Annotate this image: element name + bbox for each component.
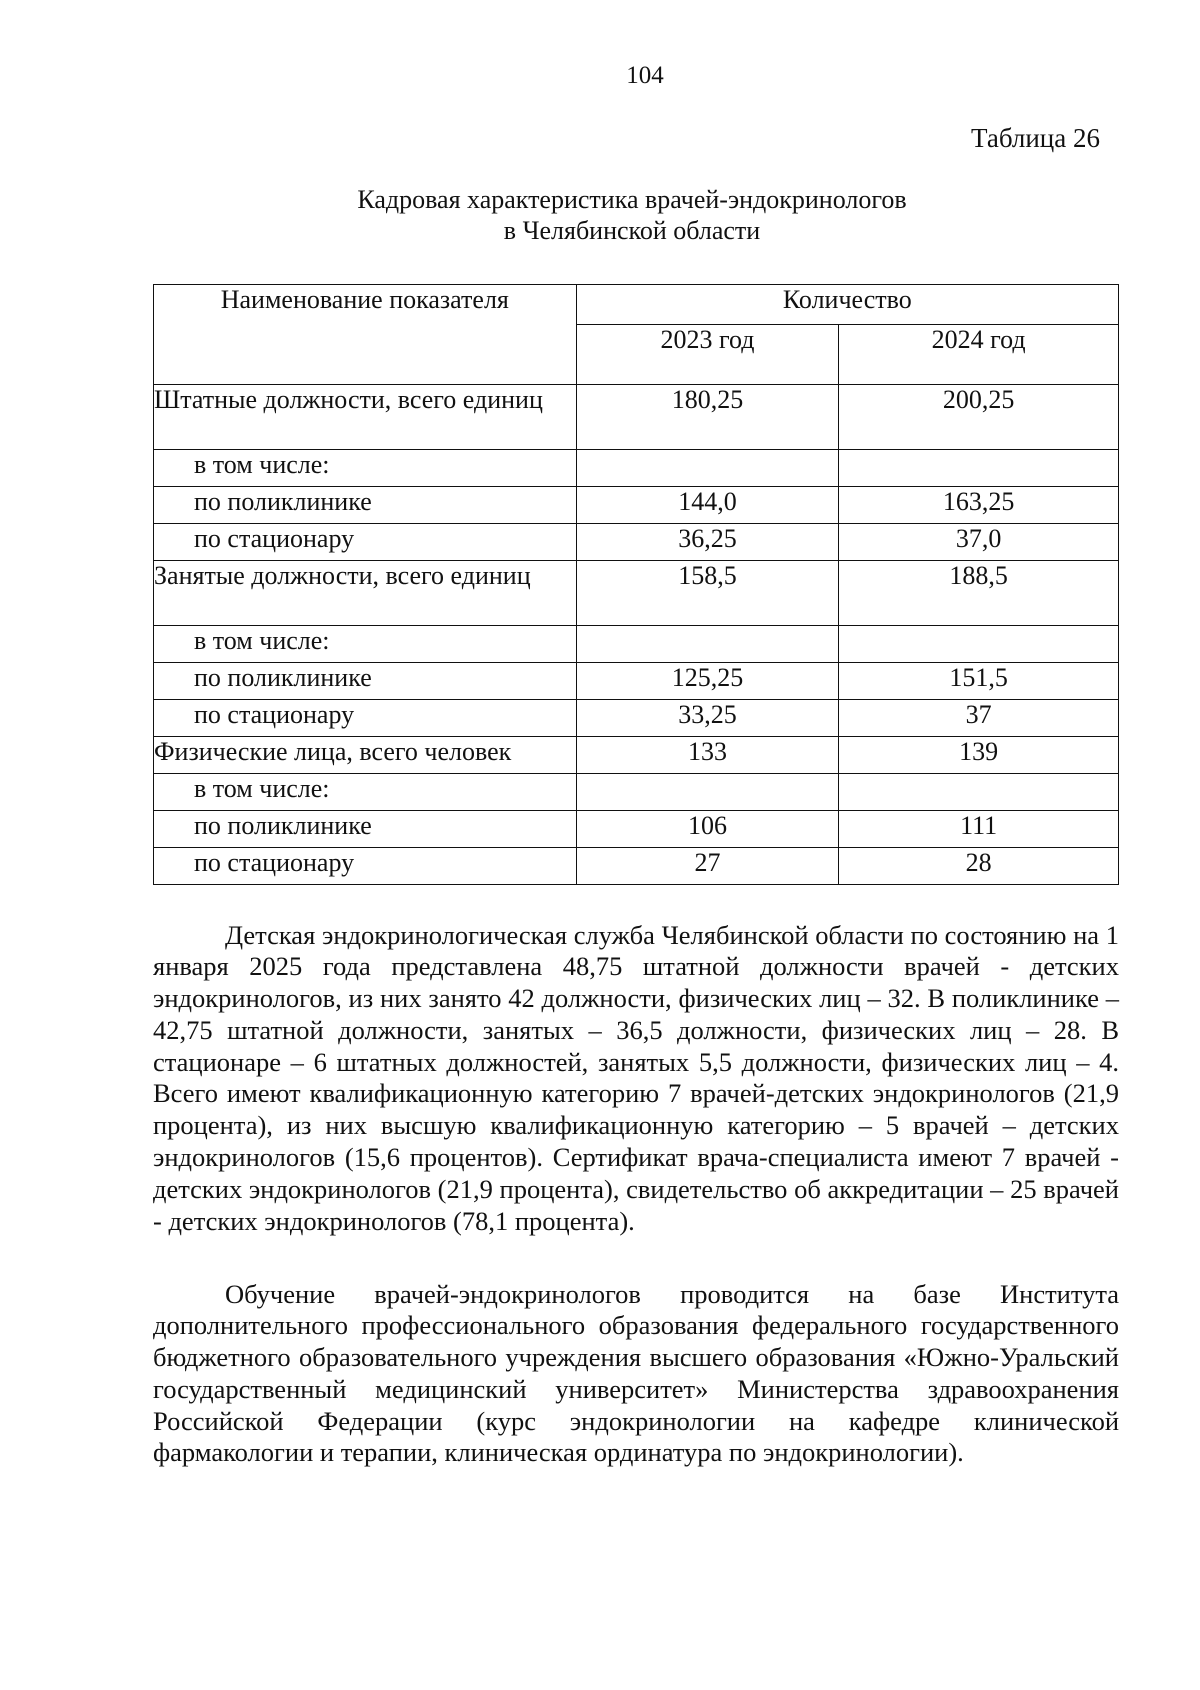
row-name: по стационару: [154, 524, 577, 561]
row-name: по поликлинике: [154, 811, 577, 848]
row-value-2024: 151,5: [839, 663, 1119, 700]
row-name: по стационару: [154, 700, 577, 737]
row-name: Занятые должности, всего единиц: [154, 561, 577, 626]
row-name: в том числе:: [154, 774, 577, 811]
staff-table: [153, 284, 1119, 885]
table-row: [154, 663, 1119, 700]
table-row: [154, 561, 1119, 626]
row-value-2023: [576, 626, 839, 663]
table-row: [154, 385, 1119, 450]
header-indicator-name: Наименование показателя: [154, 285, 577, 385]
row-value-2024: 163,25: [839, 487, 1119, 524]
table-row: [154, 626, 1119, 663]
table-title: [152, 184, 1112, 246]
row-value-2023: 180,25: [576, 385, 839, 450]
table-label: Таблица 26: [971, 123, 1100, 153]
row-value-2023: 144,0: [576, 487, 839, 524]
table-title-line-2: в Челябинской области: [503, 216, 761, 245]
row-value-2024: [839, 774, 1119, 811]
table-row: [154, 848, 1119, 885]
row-value-2024: [839, 450, 1119, 487]
table-title-line-1: Кадровая характеристика врачей-эндокринологов: [357, 185, 907, 214]
paragraph-training: Обучение врачей-эндокринологов проводится на базе Института дополнительного профессионального образования федерального государственного бюджетного образовательного учреждения высшего образования «Южно-Уральский государственный медицинский университет» Министерства здравоохранения Российской Федерации (курс эндокринологии на кафедре клинической фармакологии и терапии, клиническая ординатура по эндокринологии).: [153, 1278, 1119, 1468]
row-name: по стационару: [154, 848, 577, 885]
row-value-2023: [576, 450, 839, 487]
row-value-2024: 37: [839, 700, 1119, 737]
row-name: Штатные должности, всего единиц: [154, 385, 577, 450]
row-value-2023: 106: [576, 811, 839, 848]
row-value-2023: 133: [576, 737, 839, 774]
row-name: в том числе:: [154, 626, 577, 663]
table-row: [154, 487, 1119, 524]
page-number: 104: [626, 62, 664, 89]
table-row: [154, 524, 1119, 561]
table-row: [154, 700, 1119, 737]
row-value-2024: [839, 626, 1119, 663]
row-value-2024: 28: [839, 848, 1119, 885]
table-row: [154, 737, 1119, 774]
row-name: Физические лица, всего человек: [154, 737, 577, 774]
row-name: по поликлинике: [154, 663, 577, 700]
row-value-2024: 188,5: [839, 561, 1119, 626]
row-value-2023: 36,25: [576, 524, 839, 561]
row-name: в том числе:: [154, 450, 577, 487]
row-value-2024: 139: [839, 737, 1119, 774]
row-value-2023: 33,25: [576, 700, 839, 737]
table-row: [154, 450, 1119, 487]
row-value-2024: 37,0: [839, 524, 1119, 561]
row-value-2023: [576, 774, 839, 811]
table-row: [154, 811, 1119, 848]
header-year-2024: 2024 год: [839, 324, 1119, 384]
paragraph-pediatric-service: Детская эндокринологическая служба Челябинской области по состоянию на 1 января 2025 года представлена 48,75 штатной должности врачей - детских эндокринологов, из них занято 42 должности, физических лиц – 32. В поликлинике – 42,75 штатной должности, занятых – 36,5 должности, физических лиц – 28. В стационаре – 6 штатных должностей, занятых 5,5 должности, физических лиц – 4. Всего имеют квалификационную категорию 7 врачей-детских эндокринологов (21,9 процента), из них высшую квалификационную категорию – 5 врачей – детских эндокринологов (15,6 процентов). Сертификат врача-специалиста имеют 7 врачей - детских эндокринологов (21,9 процента), свидетельство об аккредитации – 25 врачей - детских эндокринологов (78,1 процента).: [153, 919, 1119, 1236]
header-quantity: Количество: [576, 285, 1118, 325]
row-value-2024: 111: [839, 811, 1119, 848]
row-value-2024: 200,25: [839, 385, 1119, 450]
header-year-2023: 2023 год: [576, 324, 839, 384]
row-value-2023: 125,25: [576, 663, 839, 700]
row-value-2023: 158,5: [576, 561, 839, 626]
table-row: [154, 774, 1119, 811]
row-value-2023: 27: [576, 848, 839, 885]
row-name: по поликлинике: [154, 487, 577, 524]
